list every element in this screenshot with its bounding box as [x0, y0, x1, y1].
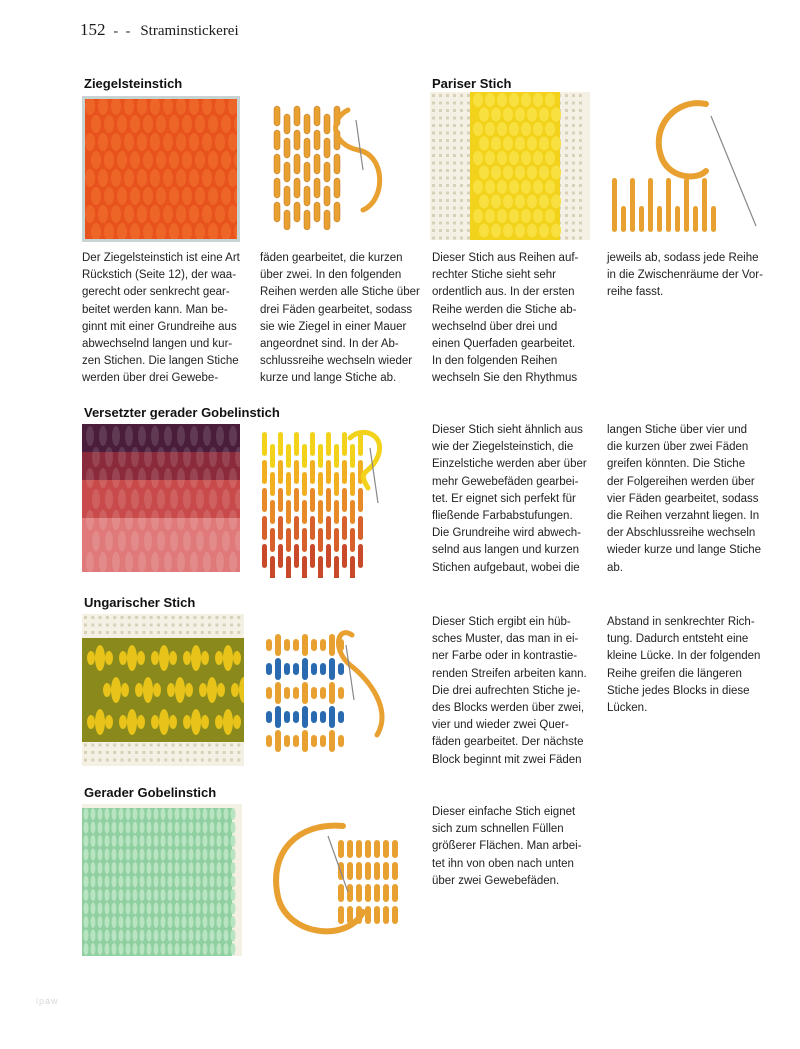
text-ziegelsteinstich-col1: Der Ziegelsteinstich ist eine Art Rückstich (Seite 12), der waa- gerecht oder senkrecht gear- beitet werden kann. Man be- ginnt mit einer Grundreihe aus abwechselnd langen und kur- zen Stichen. Die langen Stiche werden über drei Gewebe- [82, 252, 240, 385]
text-ziegelsteinstich-col2: fäden gearbeitet, die kurzen über zwei. In den folgenden Reihen werden alle Stiche über drei Fäden gearbeitet, sodass sie wie Ziegel in einer Mauer angeordnet sind. In der Ab- schlussreihe wechseln wieder kurze und lange Stiche ab. [260, 252, 420, 385]
text-pariser-col2: jeweils ab, sodass jede Reihe in die Zwischenräume der Vor- reihe fasst. [607, 252, 763, 299]
text-gerader-col1: Dieser einfache Stich eignet sich zum schnellen Füllen größerer Flächen. Man arbei- tet ihn von oben nach unten über zwei Gewebefäden. [432, 806, 582, 887]
diagram-versetzter-gobelinstich [258, 428, 393, 578]
text-ungarischer-col1: Dieser Stich ergibt ein hüb- sches Muster, das man in ei- ner Farbe oder in kontrastie- renden Streifen arbeiten kann. Die drei aufrechten Stiche je- des Blocks werden über zwei, vier und wieder zwei Quer- fäden gearbeitet. Der nächste Block beginnt mit zwei Fäden [432, 616, 587, 766]
photo-versetzter-gobelinstich [82, 424, 240, 572]
text-ungarischer-col2: Abstand in senkrechter Rich- tung. Dadurch entsteht eine kleine Lücke. In der folgenden Reihe greifen die längeren Stiche jedes Blocks in diese Lücken. [607, 616, 761, 715]
photo-ungarischer-stich [82, 614, 244, 766]
heading-gerader-gobelinstich: Gerader Gobelinstich [84, 785, 217, 800]
page-number: 152 [80, 20, 106, 39]
page-header [80, 20, 239, 44]
heading-ziegelsteinstich: Ziegelsteinstich [84, 76, 183, 91]
chapter-title: Straminstickerei [140, 23, 239, 39]
photo-gerader-gobelinstich [82, 804, 242, 956]
diagram-gerader-gobelinstich [268, 812, 418, 947]
watermark: ipaw [36, 996, 59, 1006]
header-separator: - - [113, 24, 133, 39]
text-versetzter-col2: langen Stiche über vier und die kurzen über zwei Fäden greifen könnten. Die Stiche der Folgereihen werden über vier Fäden gearbeitet, sodass die Reihen verzahnt liegen. In der Abschlussreihe wechseln wieder kurze und lange Stiche ab. [607, 424, 762, 574]
diagram-pariser-stich [606, 96, 766, 246]
diagram-ziegelsteinstich [268, 100, 398, 230]
photo-pariser-stich [430, 92, 590, 240]
diagram-ungarischer-stich [262, 620, 412, 770]
text-versetzter-col1: Dieser Stich sieht ähnlich aus wie der Ziegelsteinstich, die Einzelstiche werden aber über mehr Gewebefäden gearbei- tet. Er eignet sich perfekt für fließende Farbabstufungen. Die Grundreihe wird abwech- selnd aus langen und kurzen Stichen aufgebaut, wobei die [432, 424, 587, 574]
heading-ungarischer-stich: Ungarischer Stich [84, 595, 196, 610]
photo-ziegelsteinstich [82, 96, 240, 242]
text-pariser-col1: Dieser Stich aus Reihen auf- rechter Stiche sieht sehr ordentlich aus. In der ersten Reihe werden die Stiche ab- wechselnd über drei und einen Querfaden gearbeitet. In den folgenden Reihen wechseln Sie den Rhythmus [432, 252, 579, 385]
heading-versetzter-gobelinstich: Versetzter gerader Gobelinstich [84, 405, 280, 420]
heading-pariser-stich: Pariser Stich [432, 76, 512, 91]
